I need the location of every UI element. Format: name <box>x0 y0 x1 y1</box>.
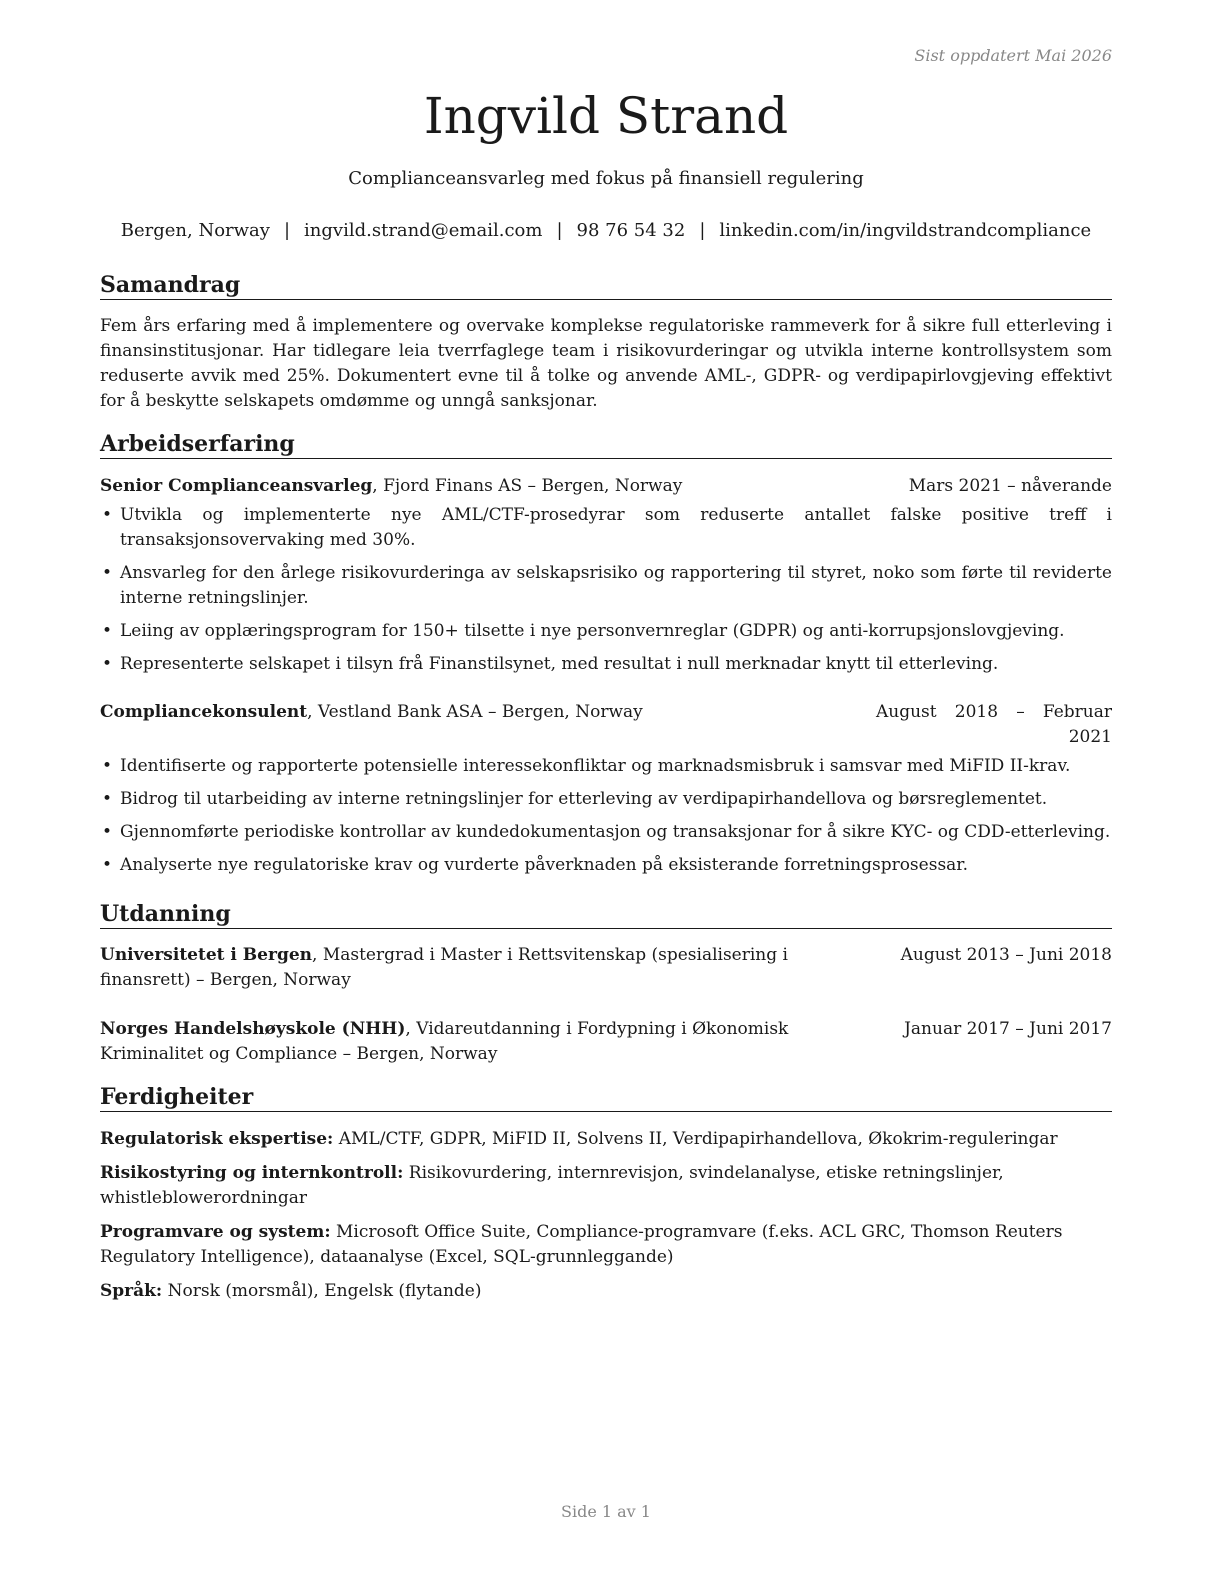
education-detail <box>100 1017 880 1067</box>
list-item: • Analyserte nye regulatoriske krav og vurderte påverknaden på eksisterande forretningsprosessar. <box>100 853 1112 878</box>
page-number: Side 1 av 1 <box>561 1502 651 1521</box>
skill-label: Programvare og system: <box>100 1222 331 1242</box>
tagline: Complianceansvarleg med fokus på finansiell regulering <box>348 168 864 189</box>
resume-page <box>100 0 1112 1584</box>
school-name: Norges Handelshøyskole (NHH) <box>100 1019 406 1039</box>
education-dates: Januar 2017 – Juni 2017 <box>904 1019 1112 1039</box>
job-bullets <box>100 503 1112 677</box>
list-item: • Gjennomførte periodiske kontrollar av kundedokumentasjon og transaksjonar for å sikre KYC- og CDD-etterleving. <box>100 820 1112 845</box>
email-link[interactable]: ingvild.strand@email.com <box>304 220 543 241</box>
skill-label: Språk: <box>100 1281 163 1301</box>
section-title-experience: Arbeidserfaring <box>100 430 1112 459</box>
list-item: • Leiing av opplæringsprogram for 150+ tilsette i nye personvernreglar (GDPR) og anti-korrupsjonslovgjeving. <box>100 619 1112 644</box>
section-title-summary: Samandrag <box>100 271 1112 300</box>
separator: | <box>699 220 706 241</box>
school-name: Universitetet i Bergen <box>100 945 313 965</box>
education-row <box>100 1017 1112 1067</box>
last-updated: Sist oppdatert Mai 2026 <box>914 46 1112 65</box>
skill-row <box>100 1127 1112 1152</box>
job-entry <box>100 474 1112 685</box>
list-item: • Representerte selskapet i tilsyn frå Finanstilsynet, med resultat i null merknadar knytt til etterleving. <box>100 652 1112 677</box>
list-item: • Utvikla og implementerte nye AML/CTF-prosedyrar som reduserte antallet falske positive treff i transaksjonsovervaking med 30%. <box>100 503 1112 553</box>
degree: , Mastergrad i Master i Rettsvitenskap (spesialisering i finansrett) – Bergen, Norway <box>100 945 788 990</box>
separator: | <box>283 220 291 241</box>
job-title-line <box>100 474 682 499</box>
job-bullets <box>100 754 1112 878</box>
skill-value: Microsoft Office Suite, Compliance-programvare (f.eks. ACL GRC, Thomson Reuters Regulatory Intelligence), dataanalyse (Excel, SQL-grunnleggande) <box>100 1222 1063 1267</box>
job-role: Compliancekonsulent <box>100 702 308 722</box>
skill-row <box>100 1161 1112 1211</box>
phone: 98 76 54 32 <box>576 220 686 241</box>
skill-label: Regulatorisk ekspertise: <box>100 1129 334 1149</box>
list-item: • Bidrog til utarbeiding av interne retningslinjer for etterleving av verdipapirhandellova og børsreglementet. <box>100 787 1112 812</box>
degree: , Vidareutdanning i Fordypning i Økonomisk Kriminalitet og Compliance – Bergen, Norway <box>100 1019 789 1064</box>
separator: | <box>556 220 563 241</box>
skill-value: Norsk (morsmål), Engelsk (flytande) <box>162 1281 482 1301</box>
job-employer: , Vestland Bank ASA – Bergen, Norway <box>307 702 643 722</box>
contact-line <box>100 220 1112 241</box>
skill-value: Risikovurdering, internrevisjon, svindelanalyse, etiske retningslinjer, whistleblowerordningar <box>100 1163 1004 1208</box>
list-item: • Ansvarleg for den årlege risikovurderinga av selskapsrisiko og rapportering til styret, noko som førte til reviderte interne retningslinjer. <box>100 561 1112 611</box>
job-dates: Mars 2021 – nåverande <box>908 476 1112 496</box>
skill-value: AML/CTF, GDPR, MiFID II, Solvens II, Verdipapirhandellova, Økokrim-reguleringar <box>333 1129 1058 1149</box>
job-entry <box>100 700 1112 886</box>
section-title-skills: Ferdigheiter <box>100 1083 1112 1112</box>
summary-text: Fem års erfaring med å implementere og overvake komplekse regulatoriske rammeverk for å sikre full etterleving i finansinstitusjonar. Har tidlegare leia tverrfaglege team i risikovurderingar og utvikla interne kontrollsystem som reduserte avvik med 25%. Dokumentert evne til å tolke og anvende AML-, GDPR- og verdipapirlovgjeving effektivt for å beskytte selskapets omdømme og unngå sanksjonar. <box>100 316 1112 411</box>
education-entry <box>100 943 1112 993</box>
linkedin-link[interactable]: linkedin.com/in/ingvildstrandcompliance <box>719 220 1092 241</box>
job-employer: , Fjord Finans AS – Bergen, Norway <box>372 476 683 496</box>
education-row <box>100 943 1112 993</box>
list-item: • Identifiserte og rapporterte potensielle interessekonfliktar og marknadsmisbruk i samsvar med MiFID II-krav. <box>100 754 1112 779</box>
candidate-name: Ingvild Strand <box>423 87 789 145</box>
job-title-line <box>100 700 643 725</box>
skills-list <box>100 1127 1112 1313</box>
skill-row <box>100 1279 1112 1304</box>
job-dates: August 2018 – Februar 2021 <box>876 702 1112 747</box>
job-role: Senior Complianceansvarleg <box>100 476 373 496</box>
skill-label: Risikostyring og internkontroll: <box>100 1163 404 1183</box>
section-title-education: Utdanning <box>100 900 1112 929</box>
skill-row <box>100 1220 1112 1270</box>
education-detail <box>100 943 880 993</box>
education-dates: August 2013 – Juni 2018 <box>900 945 1112 965</box>
job-header <box>100 474 1112 499</box>
education-entry <box>100 1017 1112 1067</box>
job-header <box>100 700 1112 750</box>
location: Bergen, Norway <box>120 220 270 241</box>
